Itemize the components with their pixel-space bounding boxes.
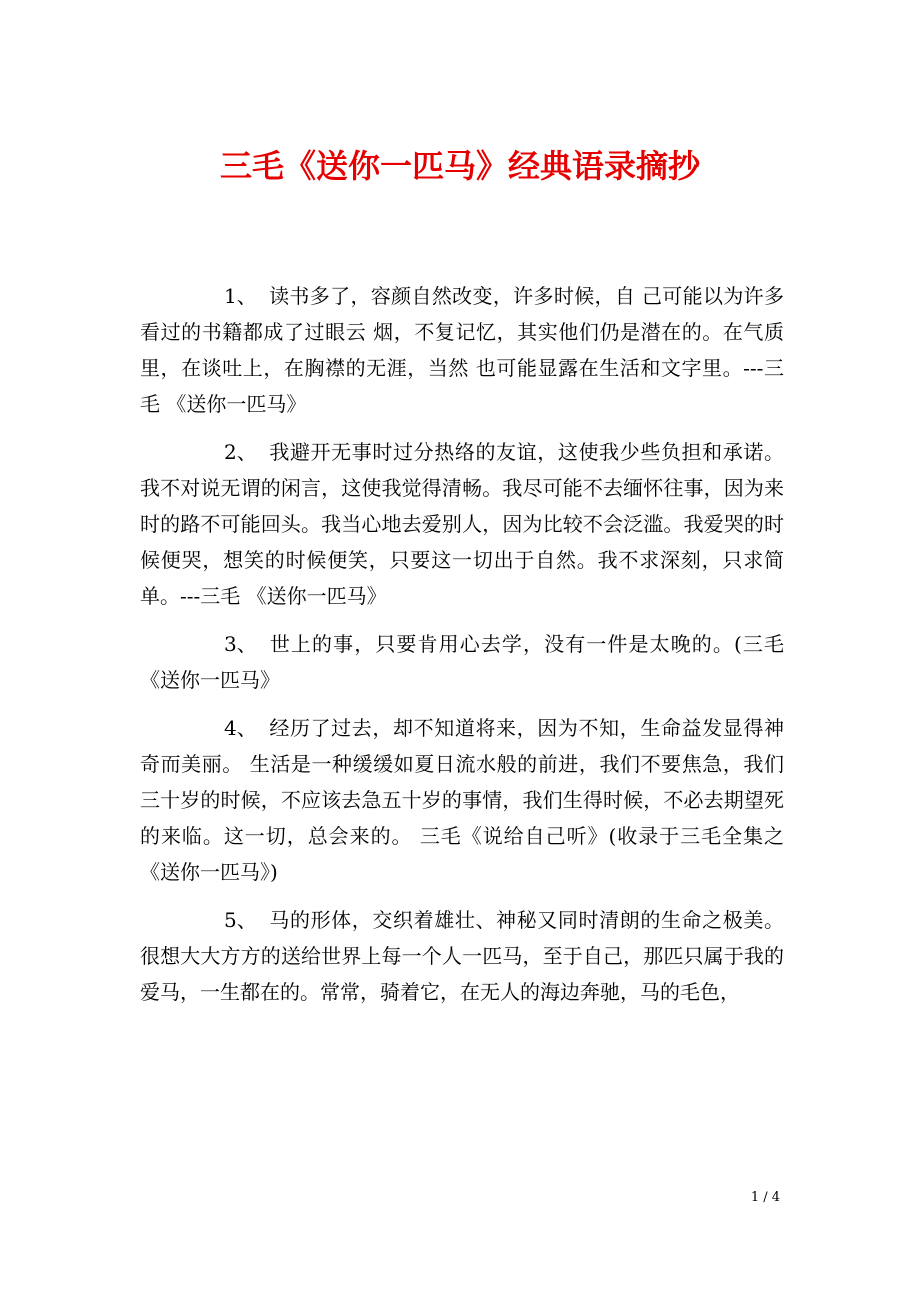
document-body <box>140 278 784 1022</box>
page-number: 1 / 4 <box>750 1190 780 1205</box>
quote-number: 3、 <box>224 632 257 656</box>
quote-text: 马的形体，交织着雄壮、神秘又同时清朗的生命之极美。很想大大方方的送给世界上每一个人一匹马，至于自己，那匹只属于我的爱马，一生都在的。常常，骑着它，在无人的海边奔驰，马的毛色， <box>140 908 784 1004</box>
quote-text: 经历了过去，却不知道将来，因为不知，生命益发显得神奇而美丽。 生活是一种缓缓如夏日流水般的前进，我们不要焦急，我们三十岁的时候，不应该去急五十岁的事情，我们生得时候，不必去期望死的来临。这一切，总会来的。 三毛《说给自己听》(收录于三毛全集之《送你一匹马》) <box>140 716 784 884</box>
quote-text: 我避开无事时过分热络的友谊，这使我少些负担和承诺。我不对说无谓的闲言，这使我觉得清畅。我尽可能不去缅怀往事，因为来时的路不可能回头。我当心地去爱别人，因为比较不会泛滥。我爱哭的时候便哭，想笑的时候便笑，只要这一切出于自然。我不求深刻，只求简单。---三毛 《送你一匹马》 <box>140 440 784 608</box>
quote-number: 1、 <box>224 284 257 308</box>
quote-paragraph-2 <box>140 434 784 614</box>
quote-paragraph-5 <box>140 902 784 1010</box>
quote-paragraph-1 <box>140 278 784 422</box>
quote-paragraph-3 <box>140 626 784 698</box>
quote-paragraph-4 <box>140 710 784 890</box>
quote-text: 世上的事，只要肯用心去学，没有一件是太晚的。(三毛《送你一匹马》 <box>140 632 784 692</box>
quote-number: 5、 <box>224 908 257 932</box>
quote-number: 4、 <box>224 716 257 740</box>
quote-number: 2、 <box>224 440 257 464</box>
page-title: 三毛《送你一匹马》经典语录摘抄 <box>219 147 700 185</box>
quote-text: 读书多了，容颜自然改变，许多时候，自 己可能以为许多看过的书籍都成了过眼云 烟，不复记忆，其实他们仍是潜在的。在气质里，在谈吐上，在胸襟的无涯，当然 也可能显露在生活和文字里。---三毛 《送你一匹马》 <box>140 284 784 416</box>
